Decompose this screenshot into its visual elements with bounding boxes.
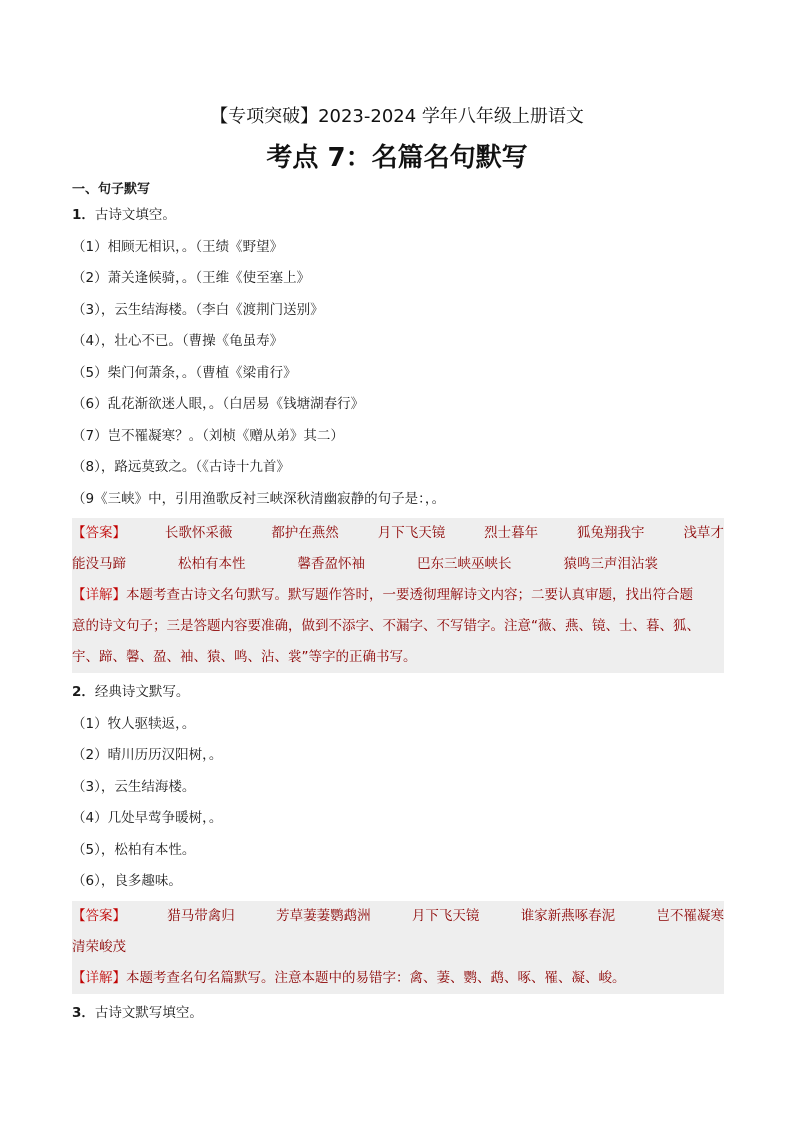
answer-item: 猎马带禽归 — [167, 907, 235, 924]
document-title: 考点 7：名篇名句默写 — [266, 143, 528, 173]
answer-item: 馨香盈怀袖 — [297, 556, 365, 572]
question-1-item: （7）岂不罹凝寒？。（刘桢《赠从弟》其二） — [72, 427, 344, 444]
detail-text: 本题考查古诗文名句默写。默写题作答时，一要透彻理解诗文内容；二要认真审题，找出符合题 — [126, 587, 693, 603]
question-number: 2． — [72, 684, 95, 700]
answer-row — [72, 518, 724, 549]
answer-item: 猿鸣三声泪沾裳 — [563, 556, 658, 572]
question-1-item: （9《三峡》中，引用渔歌反衬三峡深秋清幽寂静的句子是：，。 — [72, 490, 446, 507]
question-2-item: （6），良多趣味。 — [72, 873, 182, 889]
question-number: 3． — [72, 1004, 95, 1021]
question-1-item: （5）柴门何萧条，。（曹植《梁甫行》 — [72, 364, 297, 381]
question-number: 1． — [72, 207, 95, 223]
detail-tag: 【详解】 — [72, 587, 126, 603]
answer-item: 月下飞天镜 — [377, 525, 446, 541]
answer-item: 芳草萋萋鹦鹉洲 — [276, 907, 371, 924]
answer-item: 清荣峻茂 — [72, 938, 126, 955]
answer-item: 都护在燕然 — [271, 525, 339, 541]
answer-tag: 【答案】 — [72, 525, 126, 541]
detail-line — [72, 963, 724, 994]
detail-line: 意的诗文句子；三是答题内容要准确，做到不添字、不漏字、不写错字。注意“薇、燕、镜、士、暮、狐、 — [72, 618, 700, 634]
question-2-item: （3），云生结海楼。 — [72, 778, 196, 795]
answer-item: 烈士暮年 — [484, 525, 539, 541]
question-2-item: （4）几处早莺争暖树，。 — [72, 810, 223, 826]
answer-item: 松柏有本性 — [178, 556, 246, 572]
detail-line — [72, 580, 724, 611]
question-2-item: （5），松柏有本性。 — [72, 841, 196, 858]
document-body — [72, 180, 724, 1032]
answer-row — [72, 549, 724, 580]
document-subtitle: 【专项突破】2023-2024 学年八年级上册语文 — [210, 106, 584, 127]
question-prompt: 经典诗文默写。 — [94, 684, 190, 700]
answer-row — [72, 932, 724, 963]
question-2-title — [72, 680, 724, 704]
detail-line: 宇、蹄、馨、盈、袖、猿、鸣、沾、裳”等字的正确书写。 — [72, 649, 417, 665]
answer-item: 岂不罹凝寒 — [656, 907, 724, 924]
question-2-item: （1）牧人驱犊返，。 — [72, 715, 196, 732]
question-1-title — [72, 203, 724, 227]
question-3-title — [72, 1001, 724, 1025]
question-1-item: （8），路远莫致之。（《古诗十九首》 — [72, 459, 290, 475]
section-heading: 一、句子默写 — [72, 182, 151, 197]
question-1-item: （1）相顾无相识，。（王绩《野望》 — [72, 238, 284, 255]
detail-text: 本题考查名句名篇默写。注意本题中的易错字：禽、萋、鹦、鹉、啄、罹、凝、峻。 — [126, 969, 626, 986]
answer-item: 浅草才 — [683, 525, 724, 541]
question-prompt: 古诗文默写填空。 — [94, 1004, 203, 1021]
question-1-item: （3），云生结海楼。（李白《渡荆门送别》 — [72, 301, 324, 318]
answer-item: 能没马蹄 — [72, 556, 126, 572]
answer-item: 狐兔翔我宇 — [577, 525, 645, 541]
question-2-item: （2）晴川历历汉阳树，。 — [72, 747, 223, 763]
detail-tag: 【详解】 — [72, 969, 126, 986]
answer-item: 长歌怀采薇 — [164, 525, 233, 541]
question-1-item: （2）萧关逢候骑，。（王维《使至塞上》 — [72, 270, 311, 286]
answer-item: 巴东三峡巫峡长 — [417, 556, 512, 572]
answer-tag: 【答案】 — [72, 907, 126, 924]
answer-block — [72, 518, 724, 673]
answer-item: 月下飞天镜 — [411, 907, 480, 924]
answer-block — [72, 901, 724, 994]
answer-row — [72, 901, 724, 932]
question-1-item: （4），壮心不已。（曹操《龟虽寿》 — [72, 333, 284, 349]
question-prompt: 古诗文填空。 — [94, 207, 176, 223]
answer-item: 谁家新燕啄春泥 — [520, 907, 616, 924]
question-1-item: （6）乱花渐欲迷人眼，。（白居易《钱塘湖春行》 — [72, 396, 365, 412]
